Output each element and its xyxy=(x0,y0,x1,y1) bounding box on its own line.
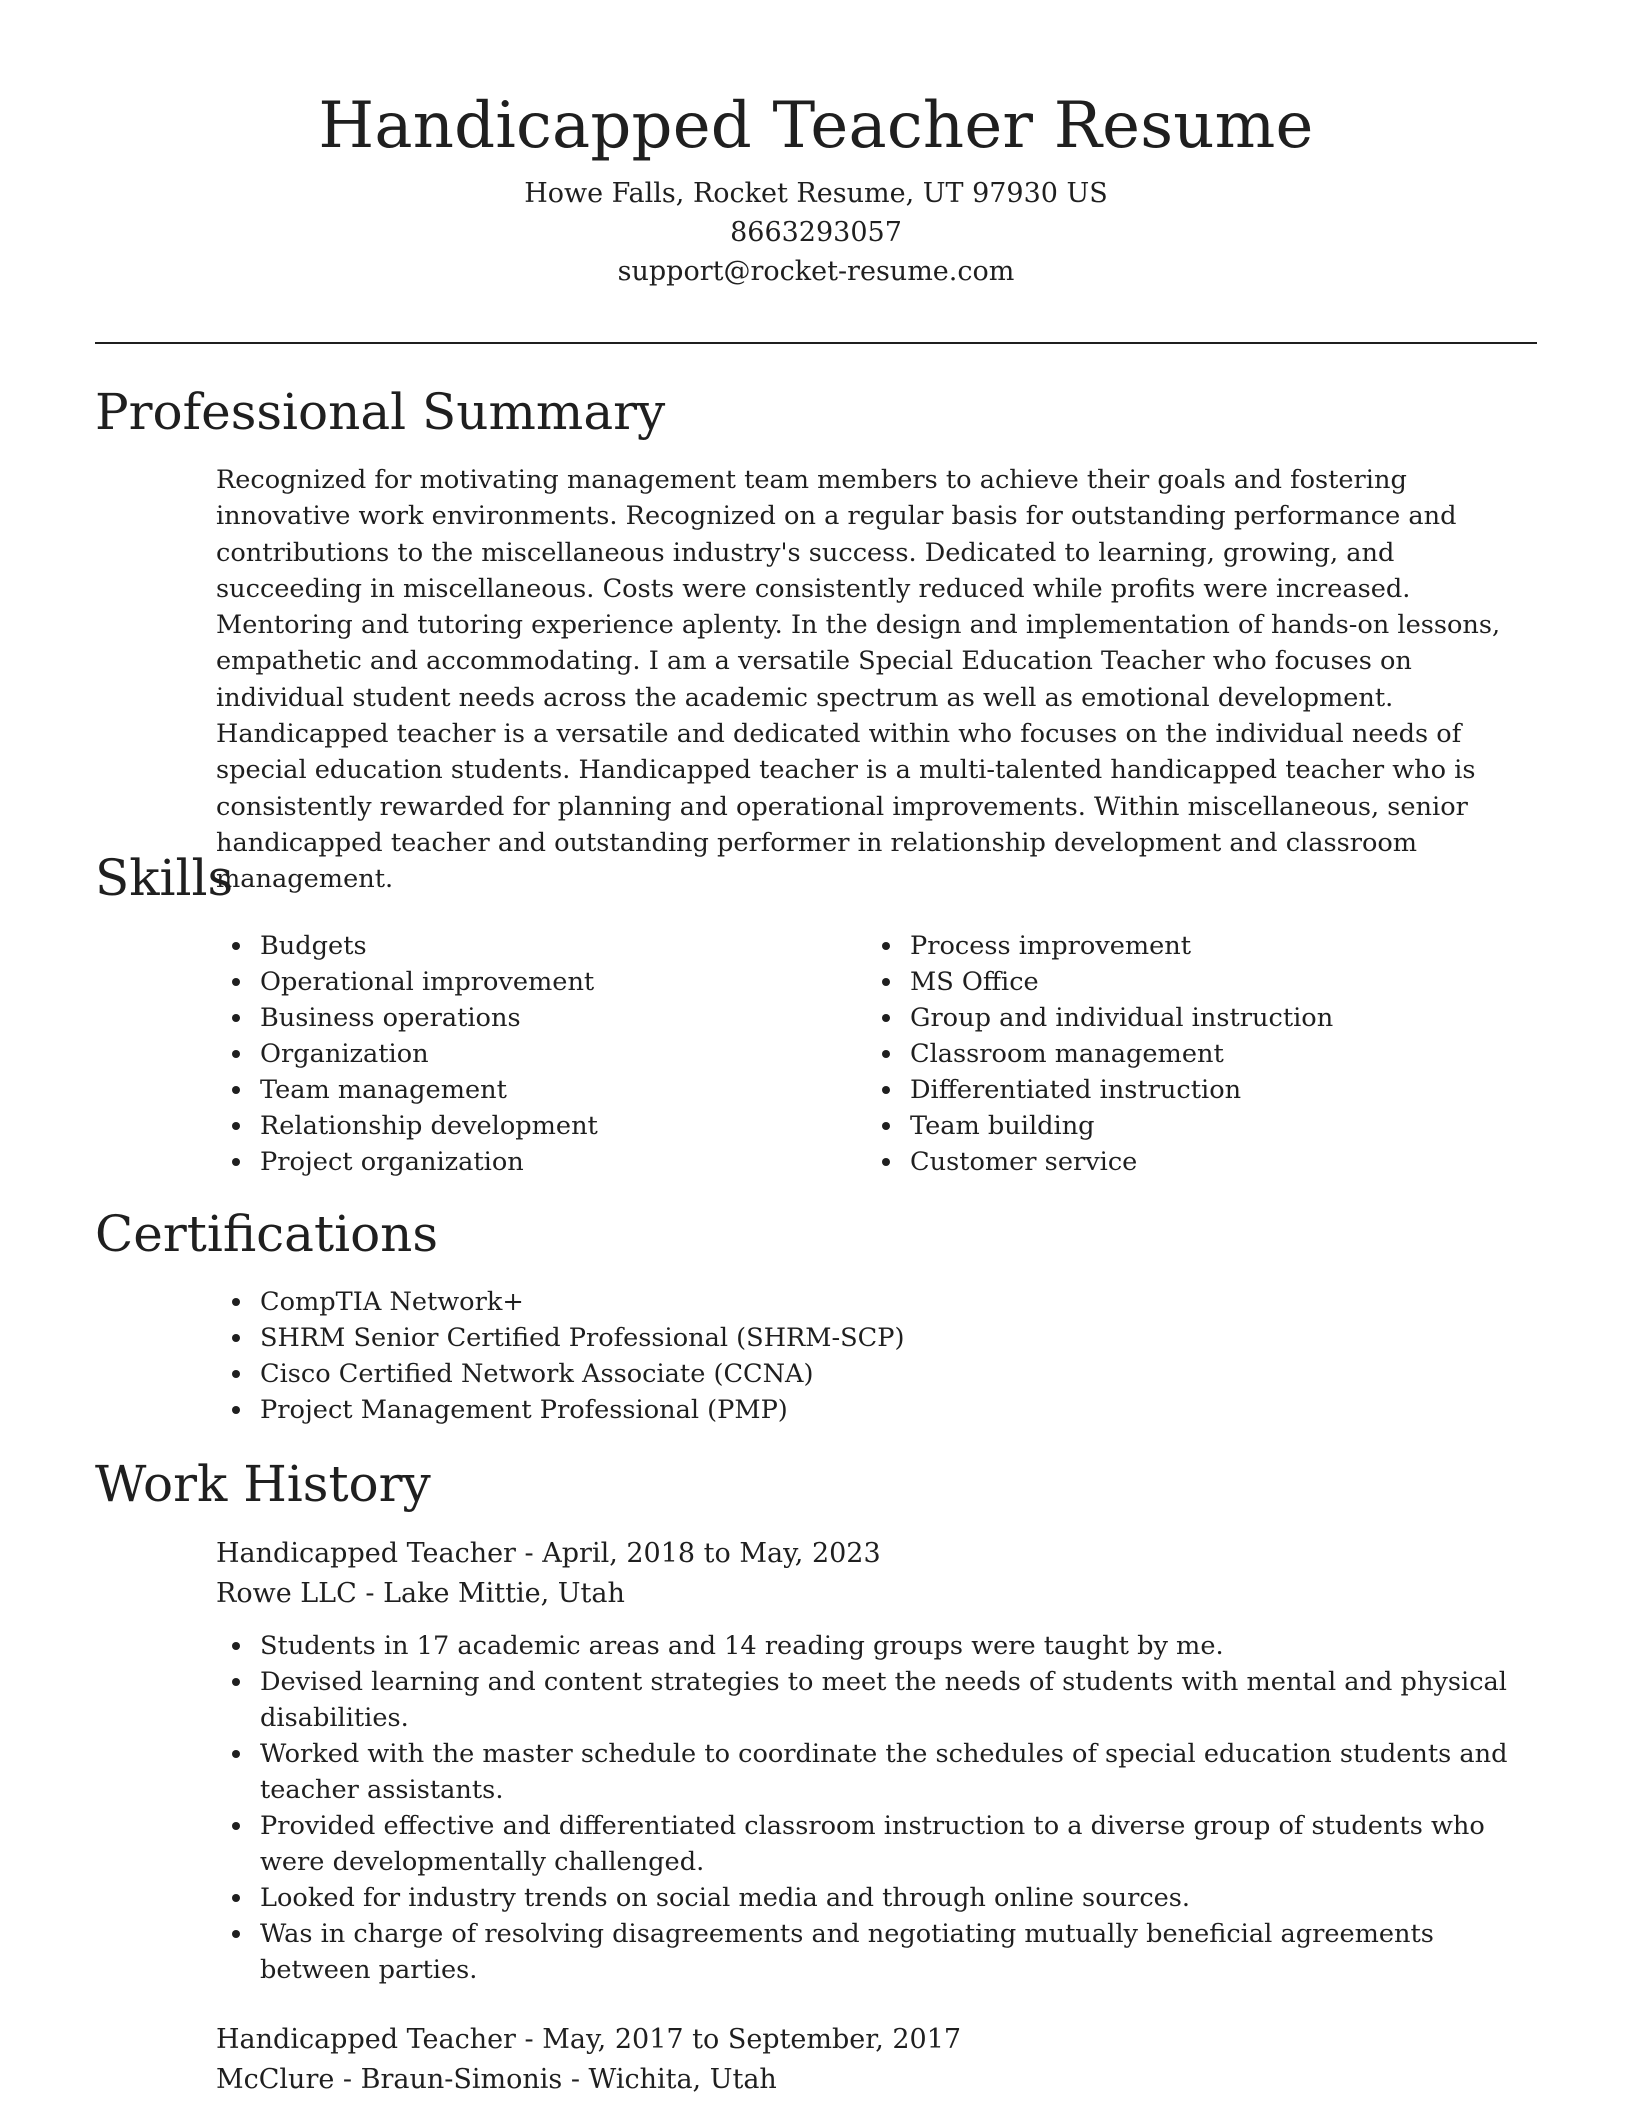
contact-block xyxy=(0,174,1632,291)
skill-item: Relationship development xyxy=(216,1108,856,1144)
certification-item: SHRM Senior Certified Professional (SHRM-SCP) xyxy=(216,1320,1516,1356)
resume-header xyxy=(0,84,1632,291)
skill-item: Process improvement xyxy=(866,928,1506,964)
job-bullet: Looked for industry trends on social media and through online sources. xyxy=(216,1880,1536,1916)
job-bullet: Worked with the master schedule to coordinate the schedules of special education students and teacher assistants. xyxy=(216,1736,1536,1808)
job-bullet: Provided effective and differentiated classroom instruction to a diverse group of students who were developmentally challenged. xyxy=(216,1808,1536,1880)
skills-list-right xyxy=(866,928,1506,1180)
header-divider xyxy=(95,342,1537,344)
contact-address: Howe Falls, Rocket Resume, UT 97930 US xyxy=(524,178,1108,209)
certification-item: Cisco Certified Network Associate (CCNA) xyxy=(216,1356,1516,1392)
job-dates: - May, 2017 to September, 2017 xyxy=(515,2024,962,2055)
job-title-line xyxy=(216,2020,1536,2060)
skill-item: Project organization xyxy=(216,1144,856,1180)
job-company-line xyxy=(216,1574,1536,1614)
job-title-line xyxy=(216,1534,1536,1574)
job-bullet: Students in 17 academic areas and 14 reading groups were taught by me. xyxy=(216,1628,1536,1664)
summary-text: Recognized for motivating management team members to achieve their goals and fostering innovative work environments. Recognized on a regular basis for outstanding performance and contributions to the miscellaneous industry's success. Dedicated to learning, growing, and succeeding in miscellaneous. Costs were consistently reduced while profits were increased. Mentoring and tutoring experience aplenty. In the design and implementation of hands-on lessons, empathetic and accommodating. I am a versatile Special Education Teacher who focuses on individual student needs across the academic spectrum as well as emotional development. Handicapped teacher is a versatile and dedicated within who focuses on the individual needs of special education students. Handicapped teacher is a multi-talented handicapped teacher who is consistently rewarded for planning and operational improvements. Within miscellaneous, senior handicapped teacher and outstanding performer in relationship development and classroom management. xyxy=(216,465,1501,895)
job-bullet: Devised learning and content strategies to meet the needs of students with mental and physical disabilities. xyxy=(216,1664,1536,1736)
job-location: - Wichita, Utah xyxy=(562,2064,777,2095)
certification-item: Project Management Professional (PMP) xyxy=(216,1392,1516,1428)
contact-email: support@rocket-resume.com xyxy=(617,256,1015,287)
certifications-heading: Certifications xyxy=(95,1205,439,1263)
skill-item: Operational improvement xyxy=(216,964,856,1000)
skills-heading: Skills xyxy=(95,849,234,907)
skill-item: MS Office xyxy=(866,964,1506,1000)
skill-item: Budgets xyxy=(216,928,856,964)
job-dates: - April, 2018 to May, 2023 xyxy=(515,1538,881,1569)
job-company-line xyxy=(216,2060,1536,2100)
skill-item: Group and individual instruction xyxy=(866,1000,1506,1036)
skill-item: Customer service xyxy=(866,1144,1506,1180)
certification-item: CompTIA Network+ xyxy=(216,1284,1516,1320)
skill-item: Team management xyxy=(216,1072,856,1108)
job-bullets xyxy=(216,1628,1536,1988)
job-location: - Lake Mittie, Utah xyxy=(356,1578,625,1609)
job-company: Rowe LLC xyxy=(216,1578,357,1609)
contact-phone: 8663293057 xyxy=(730,217,902,248)
skill-item: Classroom management xyxy=(866,1036,1506,1072)
resume-title: Handicapped Teacher Resume xyxy=(318,89,1314,163)
skill-item: Business operations xyxy=(216,1000,856,1036)
skills-list-left xyxy=(216,928,856,1180)
skill-item: Organization xyxy=(216,1036,856,1072)
summary-heading: Professional Summary xyxy=(95,383,666,441)
skill-item: Differentiated instruction xyxy=(866,1072,1506,1108)
certifications-list xyxy=(216,1284,1516,1428)
job-role: Handicapped Teacher xyxy=(216,2024,516,2055)
job-company: McClure - Braun-Simonis xyxy=(216,2064,563,2095)
work-history-heading: Work History xyxy=(95,1455,431,1513)
job-role: Handicapped Teacher xyxy=(216,1538,516,1569)
skill-item: Team building xyxy=(866,1108,1506,1144)
job-bullet: Was in charge of resolving disagreements and negotiating mutually beneficial agreements between parties. xyxy=(216,1916,1536,1988)
